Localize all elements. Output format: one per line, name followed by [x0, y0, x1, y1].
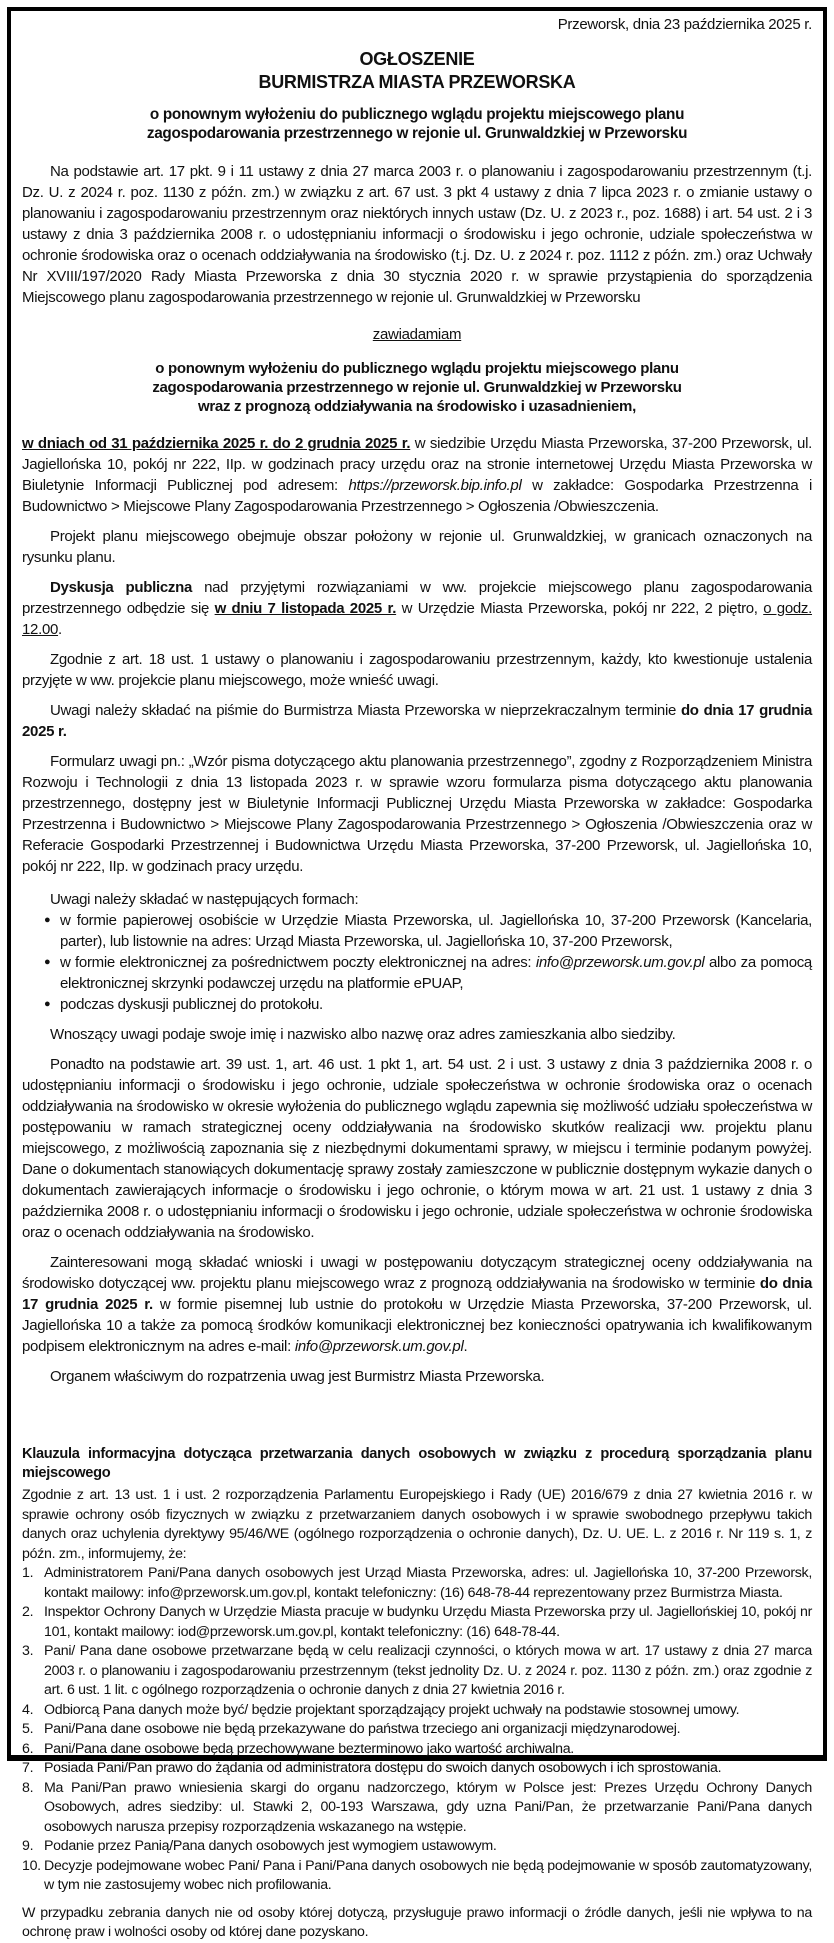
- privacy-clause-item: [22, 1701, 812, 1721]
- privacy-clause-item-text: Pani/Pana dane osobowe nie będą przekazywane do państwa trzeciego ani organizacji międzynarodowej.: [44, 1721, 681, 1737]
- privacy-clause-item-number: 7.: [22, 1760, 34, 1776]
- text-run: Dyskusja publiczna: [50, 579, 193, 596]
- subtitle-line-2: zagospodarowania przestrzennego w rejonie ul. Grunwaldzkiej w Przeworsku: [146, 125, 688, 142]
- paragraph: [22, 433, 812, 517]
- privacy-clause-item-text: Decyzje podejmowane wobec Pani/ Pana i Pani/Pana danych osobowych nie będą podejmowanie w sposób zautomatyzowany, w tym nie zastosujemy wobec nich profilowania.: [44, 1857, 812, 1893]
- bullet-text: [60, 952, 812, 994]
- privacy-clause-item-text: Odbiorcą Pana danych może być/ będzie projektant sporządzający projekt uchwały na podstawie stosownej umowy.: [44, 1701, 740, 1718]
- paragraph: [22, 1252, 812, 1357]
- document-border-frame: [7, 7, 827, 1940]
- bullet-item: [44, 952, 812, 994]
- privacy-clause-item-number: 9.: [22, 1838, 34, 1854]
- announcement-body: [22, 161, 812, 1387]
- privacy-clause-item-text: Inspektor Ochrony Danych w Urzędzie Miasta pracuje w budynku Urzędu Miasta Przeworska przy ul. Jagiellońskiej 10, pokój nr 101, kontakt mailowy: iod@przeworsk.um.gov.pl, kontakt telefoniczny: (16) 648-78-44.: [44, 1604, 812, 1640]
- bullet-text: [60, 910, 812, 952]
- text-run: do dnia 17 grudnia 2025 r.: [22, 1275, 812, 1313]
- text-run: info@przeworsk.um.gov.pl: [294, 1338, 464, 1355]
- text-run: w formie papierowej osobiście w Urzędzie Miasta Przeworska, ul. Jagiellońska 10, 37-200 Przeworsk (Kancelaria, parter), lub listownie na adres: Urząd Miasta Przeworska, ul. Jagiellońska 10, 37-200 Przeworsk,: [60, 912, 812, 950]
- text-run: w Urzędzie Miasta Przeworska, pokój nr 222, 2 piętro,: [396, 600, 764, 617]
- text-run: w formie elektronicznej za pośrednictwem poczty elektronicznej na adres:: [60, 954, 536, 971]
- bullet-item: [44, 994, 812, 1015]
- text-run: Projekt planu miejscowego obejmuje obszar położony w rejonie ul. Grunwaldzkiej, w granicach oznaczonych na rysunku planu.: [22, 528, 812, 566]
- privacy-clause-footer: W przypadku zebrania danych nie od osoby której dotyczą, przysługuje prawo informacji o źródle danych, jeśli nie wpływa to na ochronę praw i wolności osoby od której dane pozyskano.: [22, 1904, 812, 1940]
- privacy-clause-item: [22, 1720, 812, 1740]
- centered-line: wraz z prognozą oddziaływania na środowisko i uzasadnieniem,: [198, 398, 636, 415]
- privacy-clause-item: [22, 1603, 812, 1642]
- text-run: nad przyjętymi rozwiązaniami w ww. projekcie miejscowego planu zagospodarowania przestrzennego odbędzie się: [22, 579, 813, 617]
- paragraph: [22, 161, 812, 308]
- text-run: w dniach od 31 października 2025 r. do 2 grudnia 2025 r.: [22, 435, 411, 452]
- privacy-clause-item-text: Podanie przez Panią/Pana danych osobowych jest wymogiem ustawowym.: [44, 1838, 497, 1854]
- text-run: Uwagi należy składać na piśmie do Burmistrza Miasta Przeworska w nieprzekraczalnym terminie: [50, 702, 681, 719]
- text-run: Formularz uwagi pn.: „Wzór pisma dotyczącego aktu planowania przestrzennego”, zgodny z Rozporządzeniem Ministra Rozwoju i Technologii z dnia 13 listopada 2023 r. w sprawie wzoru formularza pisma dotyczącego aktu planowania przestrzennego, dostępny jest w Biuletynie Informacji Publicznej Urzędu Miasta Przeworska w zakładce: Gospodarka Przestrzenna i Budownictwo > Miejscowe Plany Zagospodarowania Przestrzennego > Ogłoszenia /Obwieszczenia oraz w Referacie Gospodarki Przestrzennej i Budownictwa Urzędu Miasta Przeworska, 37-200 Przeworsk, ul. Jagiellońska 10, pokój nr 222, IIp. w godzinach pracy urzędu.: [22, 753, 812, 875]
- privacy-clause-item-number: 6.: [22, 1740, 34, 1757]
- text-run: do dnia 17 grudnia 2025 r.: [22, 702, 812, 740]
- text-run: albo za pomocą elektronicznej skrzynki podawczej urzędu na platformie ePUAP,: [60, 954, 812, 992]
- text-run: Organem właściwym do rozpatrzenia uwag jest Burmistrz Miasta Przeworska.: [50, 1368, 545, 1385]
- centered-line: zawiadamiam: [372, 326, 462, 343]
- centered-block: [22, 359, 812, 416]
- privacy-clause-item: [22, 1857, 812, 1896]
- paragraph: [22, 889, 812, 910]
- privacy-clause-item-number: 8.: [22, 1779, 34, 1796]
- text-run: w zakładce: Gospodarka Przestrzenna i Budownictwo > Miejscowe Plany Zagospodarowania Przestrzennego > Ogłoszenia /Obwieszczenia.: [22, 477, 812, 515]
- bullet-text: [60, 994, 812, 1015]
- text-run: w formie pisemnej lub ustnie do protokołu w Urzędzie Miasta Przeworska, 37-200 Przeworsk, ul. Jagiellońska 10 a także za pomocą środków komunikacji elektronicznej bez konieczności opatrywania ich kwalifikowanym podpisem elektronicznym na adres e-mail:: [22, 1296, 812, 1355]
- privacy-clause-item-text: Ma Pani/Pan prawo wniesienia skargi do organu nadzorczego, którym w Polsce jest: Prezes Urzędu Ochrony Danych Osobowych, adres siedziby: ul. Stawki 2, 00-193 Warszawa, gdy uzna Pani/Pan, że przetwarzanie Pani/Pana danych osobowych narusza przepisy rozporządzenia wskazanego na wstępie.: [44, 1779, 812, 1835]
- privacy-clause-item-number: 10.: [22, 1857, 41, 1874]
- announcement-title: OGŁOSZENIE: [359, 49, 475, 69]
- text-run: Uwagi należy składać w następujących formach:: [50, 891, 359, 908]
- paragraph: [22, 577, 812, 640]
- bullet-icon: ●: [44, 998, 51, 1010]
- bullet-icon: ●: [44, 956, 51, 968]
- privacy-clause-list: [22, 1564, 812, 1896]
- privacy-clause-item-number: 1.: [22, 1565, 34, 1581]
- privacy-clause-item: [22, 1740, 812, 1760]
- privacy-clause-item-number: 5.: [22, 1721, 34, 1737]
- paragraph: [22, 1366, 812, 1387]
- text-run: .: [58, 621, 62, 638]
- paragraph: [22, 1054, 812, 1243]
- paragraph: [22, 751, 812, 877]
- text-run: Zainteresowani mogą składać wnioski i uwagi w postępowaniu dotyczącym strategicznej oceny oddziaływania na środowisko dotyczącej ww. projektu planu miejscowego wraz z prognozą oddziaływania na środowisko w terminie: [22, 1254, 812, 1292]
- privacy-clause-item: [22, 1564, 812, 1603]
- text-run: info@przeworsk.um.gov.pl: [535, 954, 705, 971]
- paragraph: [22, 700, 812, 742]
- privacy-clause-item-text: Pani/Pana dane osobowe będą przechowywane bezterminowo jako wartość archiwalna.: [44, 1740, 574, 1757]
- text-run: podczas dyskusji publicznej do protokołu.: [60, 996, 323, 1013]
- text-run: https://przeworsk.bip.info.pl: [348, 477, 522, 494]
- text-run: .: [463, 1338, 468, 1355]
- privacy-clause-intro: Zgodnie z art. 13 ust. 1 i ust. 2 rozporządzenia Parlamentu Europejskiego i Rady (UE) 2016/679 z dnia 27 kwietnia 2016 r. w sprawie ochrony osób fizycznych w związku z przetwarzaniem danych osobowych i w sprawie swobodnego przepływu takich danych oraz uchylenia dyrektywy 95/46/WE (ogólnego rozporządzenia o ochronie danych), Dz. U. UE. L. z 2016 r. Nr 119 s. 1, z późn. zm., informujemy, że:: [22, 1487, 812, 1562]
- privacy-clause-item-number: 2.: [22, 1604, 34, 1620]
- privacy-clause-item-text: Posiada Pani/Pan prawo do żądania od administratora dostępu do swoich danych osobowych i ich sprostowania.: [44, 1760, 722, 1776]
- subtitle-line-1: o ponownym wyłożeniu do publicznego wglądu projektu miejscowego planu: [149, 106, 685, 123]
- privacy-clause-item: [22, 1642, 812, 1701]
- privacy-clause-item: [22, 1759, 812, 1779]
- privacy-clause-item-number: 3.: [22, 1643, 34, 1659]
- text-run: o godz. 12.00: [22, 600, 813, 638]
- text-run: Zgodnie z art. 18 ust. 1 ustawy o planowaniu i zagospodarowaniu przestrzennym, każdy, kto kwestionuje ustalenia przyjęte w ww. projekcie planu miejscowego, może wnieść uwagi.: [22, 651, 812, 689]
- text-run: Wnoszący uwagi podaje swoje imię i nazwisko albo nazwę oraz adres zamieszkania albo siedziby.: [50, 1026, 676, 1043]
- text-run: w siedzibie Urzędu Miasta Przeworska, 37-200 Przeworsk, ul. Jagiellońska 10, pokój nr 222, IIp. w godzinach pracy urzędu oraz na stronie internetowej Urzędu Miasta Przeworska w Biuletynie Informacji Publicznej pod adresem:: [22, 435, 812, 494]
- privacy-clause-item-text: Pani/ Pana dane osobowe przetwarzane będą w celu realizacji czynności, o których mowa w art. 17 ustawy z dnia 27 marca 2003 r. o planowaniu i zagospodarowaniu przestrzennym (tekst jednolity Dz. U. z 2024 r. poz. 1130 z późn. zm.) oraz zgodnie z art. 6 ust. 1 lit. c ogólnego rozporządzenia o ochronie danych z dnia 27 kwietnia 2016 r.: [44, 1643, 812, 1698]
- privacy-clause-item-text: Administratorem Pani/Pana danych osobowych jest Urząd Miasta Przeworska, adres: ul. Jagiellońska 10, 37-200 Przeworsk, kontakt mailowy: info@przeworsk.um.gov.pl, kontakt telefoniczny: (16) 648-78-44 reprezentowany przez Burmistrza Miasta.: [44, 1565, 812, 1601]
- paragraph: [22, 649, 812, 691]
- text-run: w dniu 7 listopada 2025 r.: [214, 600, 397, 617]
- bullet-icon: ●: [44, 914, 51, 926]
- centered-block: [22, 325, 812, 344]
- centered-line: zagospodarowania przestrzennego w rejonie ul. Grunwaldzkiej w Przeworsku: [152, 379, 682, 396]
- privacy-clause-heading: Klauzula informacyjna dotycząca przetwarzania danych osobowych w związku z procedurą sporządzania planu miejscowego: [22, 1446, 812, 1481]
- subtitle-block: [22, 105, 812, 143]
- privacy-clause-item: [22, 1837, 812, 1857]
- privacy-clause-item-number: 4.: [22, 1701, 34, 1718]
- text-run: Ponadto na podstawie art. 39 ust. 1, art. 46 ust. 1 pkt 1, art. 54 ust. 2 i ust. 3 ustawy z dnia 3 października 2008 r. o udostępnianiu informacji o środowisku i jego ochronie, udziale społeczeństwa w ochronie środowiska oraz o ocenach oddziaływania na środowisko w okresie wyłożenia do publicznego wglądu zapewnia się możliwość udziału społeczeństwa w postępowaniu w ramach strategicznej oceny oddziaływania na środowisko skutków realizacji ww. projektu planu miejscowego, z możliwością zapoznania się z niezbędnymi dokumentami sprawy, w miejscu i terminie podanym powyżej. Dane o dokumentach stanowiących dokumentację sprawy zostały zamieszczone w publicznie dostępnym wykazie danych o dokumentach zawierających informacje o środowisku i jego ochronie, o którym mowa w art. 21 ust. 1 ustawy z dnia 3 października 2008 r. o udostępnianiu informacji o środowisku i jego ochronie, udziale społeczeństwa w ochronie środowiska oraz o ocenach oddziaływania na środowisko.: [22, 1056, 812, 1241]
- privacy-clause-item: [22, 1779, 812, 1838]
- announcement-issuer: BURMISTRZA MIASTA PRZEWORSKA: [258, 72, 576, 92]
- paragraph: [22, 526, 812, 568]
- privacy-clause-section: [22, 1445, 812, 1943]
- title-block: [22, 48, 812, 94]
- bullet-item: [44, 910, 812, 952]
- text-run: Na podstawie art. 17 pkt. 9 i 11 ustawy z dnia 27 marca 2003 r. o planowaniu i zagospodarowaniu przestrzennym (t.j. Dz. U. z 2024 r. poz. 1130 z późn. zm.) w związku z art. 67 ust. 3 pkt 4 ustawy z dnia 7 lipca 2023 r. o zmianie ustawy o planowaniu i zagospodarowaniu przestrzennym oraz niektórych innych ustaw (Dz. U. z 2023 r., poz. 1688) i art. 54 ust. 2 i 3 ustawy z dnia 3 października 2008 r. o udostępnianiu informacji o środowisku i jego ochronie, udziale społeczeństwa w ochronie środowiska oraz o ocenach oddziaływania na środowisko (t.j. Dz. U. z 2024 r. poz. 1112 z późn. zm.) oraz Uchwały Nr XVIII/197/2020 Rady Miasta Przeworska z dnia 30 stycznia 2020 r. w sprawie przystąpienia do sporządzenia Miejscowego planu zagospodarowania przestrzennego w rejonie ul. Grunwaldzkiej w Przeworsku: [22, 163, 812, 306]
- date-line: Przeworsk, dnia 23 października 2025 r.: [557, 16, 812, 33]
- centered-line: o ponownym wyłożeniu do publicznego wglądu projektu miejscowego planu: [155, 360, 679, 377]
- paragraph: [22, 1024, 812, 1045]
